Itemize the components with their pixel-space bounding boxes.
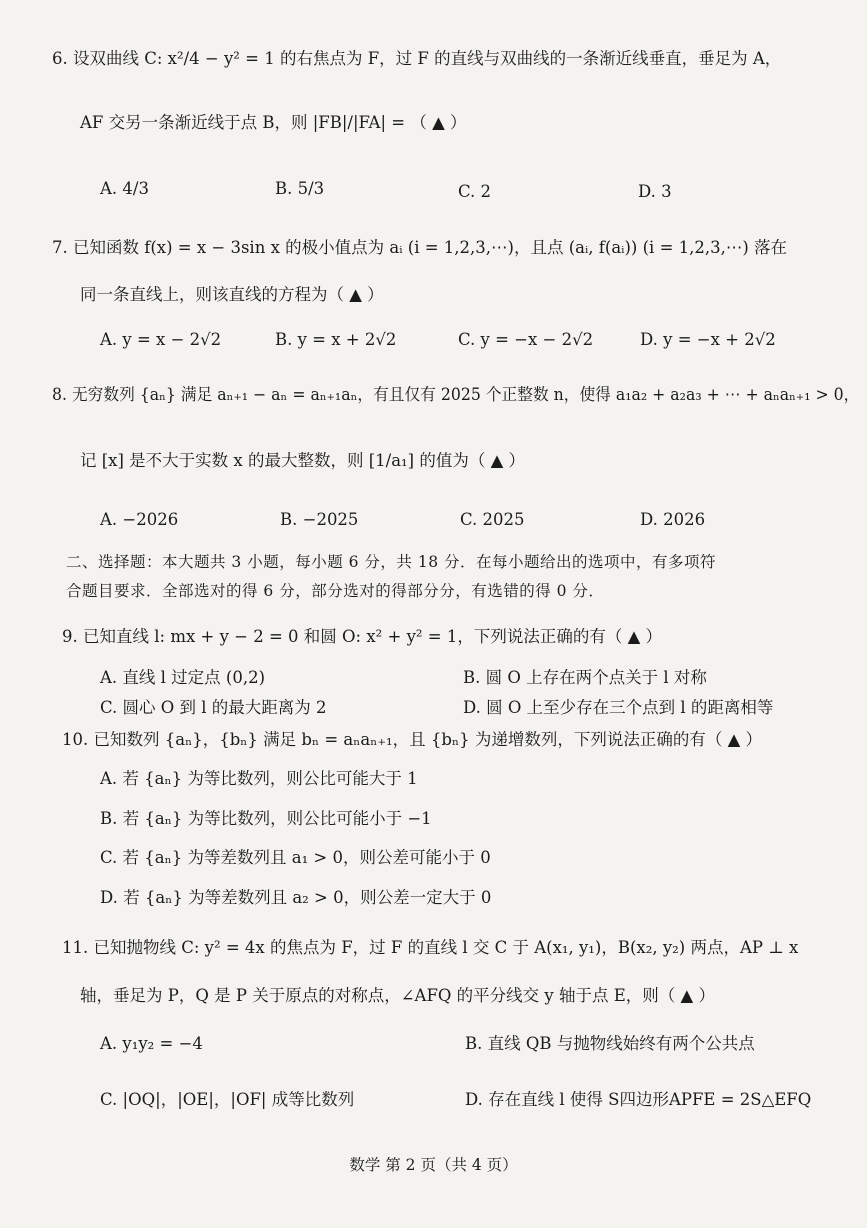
question-8-line2: 记 [x] 是不大于实数 x 的最大整数，则 [1/a₁] 的值为（ ▲ ） <box>80 451 526 470</box>
q10-option-c: C. 若 {aₙ} 为等差数列且 a₁ > 0，则公差可能小于 0 <box>100 848 491 867</box>
q9-option-c: C. 圆心 O 到 l 的最大距离为 2 <box>100 698 327 717</box>
question-6-line1: 6. 设双曲线 C: x²/4 − y² = 1 的右焦点为 F，过 F 的直线与双曲线的一条渐近线垂直，垂足为 A， <box>52 49 782 68</box>
question-6-line2: AF 交另一条渐近线于点 B，则 |FB|/|FA| = （ ▲ ） <box>80 113 467 132</box>
q6-option-a: A. 4/3 <box>100 179 149 198</box>
section-2-heading-line1: 二、选择题：本大题共 3 小题，每小题 6 分，共 18 分．在每小题给出的选项中，有多项符 <box>66 553 717 571</box>
q11-option-d: D. 存在直线 l 使得 S四边形APFE = 2S△EFQ <box>465 1090 812 1109</box>
q8-option-a: A. −2026 <box>100 510 179 529</box>
question-11-line2: 轴，垂足为 P，Q 是 P 关于原点的对称点，∠AFQ 的平分线交 y 轴于点 E，则（ ▲ ） <box>80 986 715 1005</box>
q7-option-c: C. y = −x − 2√2 <box>458 330 594 349</box>
q7-option-d: D. y = −x + 2√2 <box>640 330 776 349</box>
question-7-line2: 同一条直线上，则该直线的方程为（ ▲ ） <box>80 285 384 304</box>
q11-option-a: A. y₁y₂ = −4 <box>100 1034 203 1053</box>
q9-option-b: B. 圆 O 上存在两个点关于 l 对称 <box>463 668 707 687</box>
q6-option-c: C. 2 <box>458 182 492 201</box>
q7-option-b: B. y = x + 2√2 <box>275 330 397 349</box>
q7-option-a: A. y = x − 2√2 <box>100 330 222 349</box>
section-2-heading-line2: 合题目要求．全部选对的得 6 分，部分选对的得部分分，有选错的得 0 分． <box>66 582 605 600</box>
q11-option-b: B. 直线 QB 与抛物线始终有两个公共点 <box>465 1034 755 1053</box>
q10-option-b: B. 若 {aₙ} 为等比数列，则公比可能小于 −1 <box>100 809 432 828</box>
q9-option-d: D. 圆 O 上至少存在三个点到 l 的距离相等 <box>463 698 774 717</box>
q11-option-c: C. |OQ|，|OE|，|OF| 成等比数列 <box>100 1090 355 1109</box>
page-footer: 数学 第 2 页（共 4 页） <box>349 1156 518 1174</box>
question-11-line1: 11. 已知抛物线 C: y² = 4x 的焦点为 F，过 F 的直线 l 交 C 于 A(x₁, y₁)，B(x₂, y₂) 两点，AP ⊥ x <box>62 938 799 957</box>
question-9-stem: 9. 已知直线 l: mx + y − 2 = 0 和圆 O: x² + y² = 1，下列说法正确的有（ ▲ ） <box>62 627 663 646</box>
q10-option-d: D. 若 {aₙ} 为等差数列且 a₂ > 0，则公差一定大于 0 <box>100 888 492 907</box>
question-7-line1: 7. 已知函数 f(x) = x − 3sin x 的极小值点为 aᵢ (i = 1,2,3,⋯)，且点 (aᵢ, f(aᵢ)) (i = 1,2,3,⋯) 落在 <box>52 238 788 257</box>
q8-option-b: B. −2025 <box>280 510 359 529</box>
q8-option-c: C. 2025 <box>460 510 525 529</box>
question-8-line1: 8. 无穷数列 {aₙ} 满足 aₙ₊₁ − aₙ = aₙ₊₁aₙ，有且仅有 2025 个正整数 n，使得 a₁a₂ + a₂a₃ + ⋯ + aₙaₙ₊₁ > 0， <box>52 385 860 404</box>
question-10-stem: 10. 已知数列 {aₙ}，{bₙ} 满足 bₙ = aₙaₙ₊₁，且 {bₙ} 为递增数列，下列说法正确的有（ ▲ ） <box>62 730 763 749</box>
q9-option-a: A. 直线 l 过定点 (0,2) <box>100 668 266 687</box>
q10-option-a: A. 若 {aₙ} 为等比数列，则公比可能大于 1 <box>100 769 418 788</box>
q8-option-d: D. 2026 <box>640 510 706 529</box>
q6-option-d: D. 3 <box>638 182 672 201</box>
q6-option-b: B. 5/3 <box>275 179 325 198</box>
